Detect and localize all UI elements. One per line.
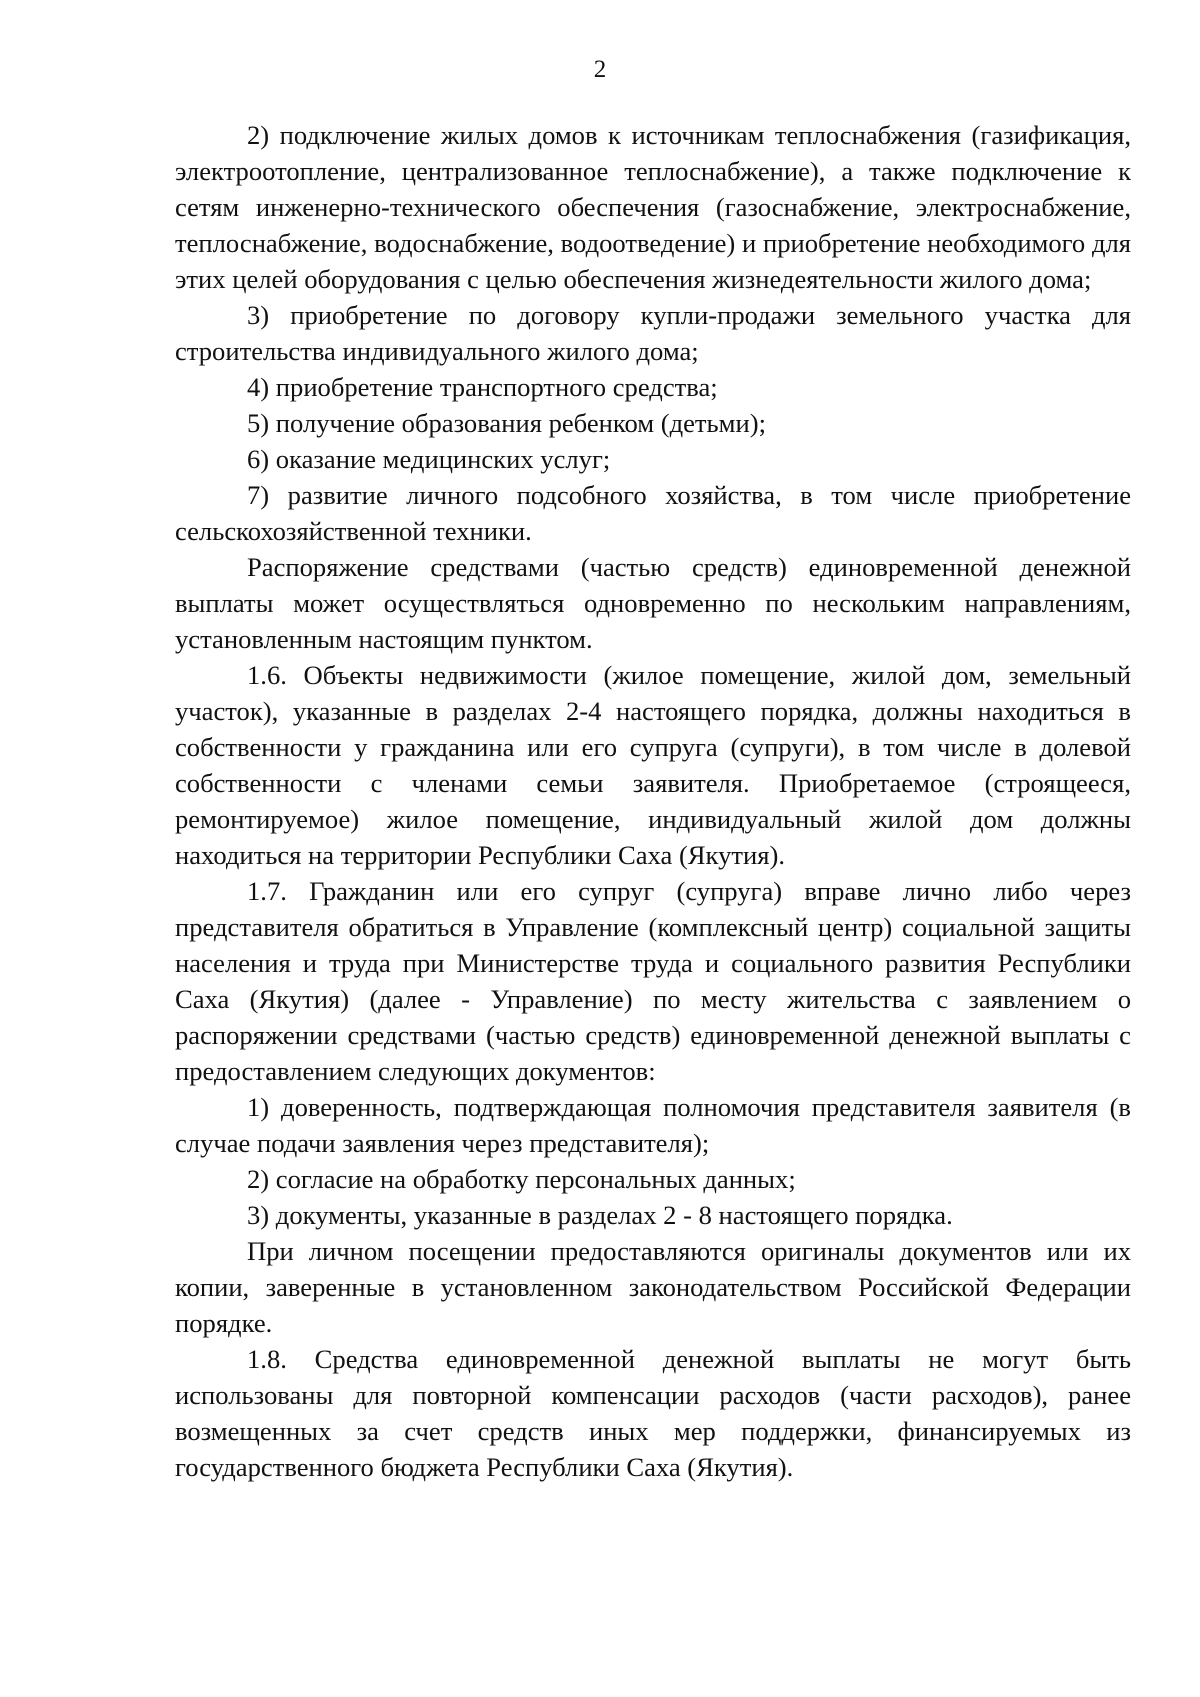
paragraph-section-1-8: 1.8. Средства единовременной денежной выплаты не могут быть использованы для повторной компенсации расходов (части расходов), ранее возмещенных за счет средств иных мер поддержки, финансируемых из государственного бюджета Республики Саха (Якутия). bbox=[175, 1344, 1131, 1482]
paragraph-section-1-6: 1.6. Объекты недвижимости (жилое помещение, жилой дом, земельный участок), указанные в разделах 2-4 настоящего порядка, должны находиться в собственности у гражданина или его супруга (супруги), в том числе в долевой собственности с членами семьи заявителя. Приобретаемое (строящееся, ремонтируемое) жилое помещение, индивидуальный жилой дом должны находиться на территории Республики Саха (Якутия). bbox=[175, 660, 1131, 870]
paragraph-item-6-medical: 6) оказание медицинских услуг; bbox=[247, 444, 611, 474]
paragraph-item-7-farming: 7) развитие личного подсобного хозяйства, в том числе приобретение сельскохозяйственной техники. bbox=[175, 480, 1131, 546]
paragraph-item-2-heating: 2) подключение жилых домов к источникам теплоснабжения (газификация, электроотопление, централизованное теплоснабжение), а также подключение к сетям инженерно-технического обеспечения (газоснабжение, электроснабжение, теплоснабжение, водоснабжение, водоотведение) и приобретение необходимого для этих целей оборудования с целью обеспечения жизнедеятельности жилого дома; bbox=[175, 120, 1131, 294]
paragraph-doc-2-consent: 2) согласие на обработку персональных данных; bbox=[247, 1164, 796, 1194]
paragraph-item-4-vehicle: 4) приобретение транспортного средства; bbox=[247, 372, 718, 402]
paragraph-doc-1-power-of-attorney: 1) доверенность, подтверждающая полномочия представителя заявителя (в случае подачи заявления через представителя); bbox=[175, 1092, 1131, 1158]
page-number: 2 bbox=[593, 56, 607, 83]
paragraph-item-5-education: 5) получение образования ребенком (детьми); bbox=[247, 408, 766, 438]
paragraph-section-1-7: 1.7. Гражданин или его супруг (супруга) вправе лично либо через представителя обратиться в Управление (комплексный центр) социальной защиты населения и труда при Министерстве труда и социального развития Республики Саха (Якутия) (далее - Управление) по месту жительства с заявлением о распоряжении средствами (частью средств) единовременной денежной выплаты с предоставлением следующих документов: bbox=[175, 876, 1131, 1086]
paragraph-personal-visit: При личном посещении предоставляются оригиналы документов или их копии, заверенные в установленном законодательством Российской Федерации порядке. bbox=[175, 1236, 1131, 1338]
document-body bbox=[175, 117, 1131, 1485]
paragraph-disposal-directions: Распоряжение средствами (частью средств) единовременной денежной выплаты может осуществляться одновременно по нескольким направлениям, установленным настоящим пунктом. bbox=[175, 552, 1131, 654]
paragraph-doc-3-documents: 3) документы, указанные в разделах 2 - 8 настоящего порядка. bbox=[247, 1200, 953, 1230]
paragraph-item-3-land: 3) приобретение по договору купли-продажи земельного участка для строительства индивидуального жилого дома; bbox=[175, 300, 1131, 366]
